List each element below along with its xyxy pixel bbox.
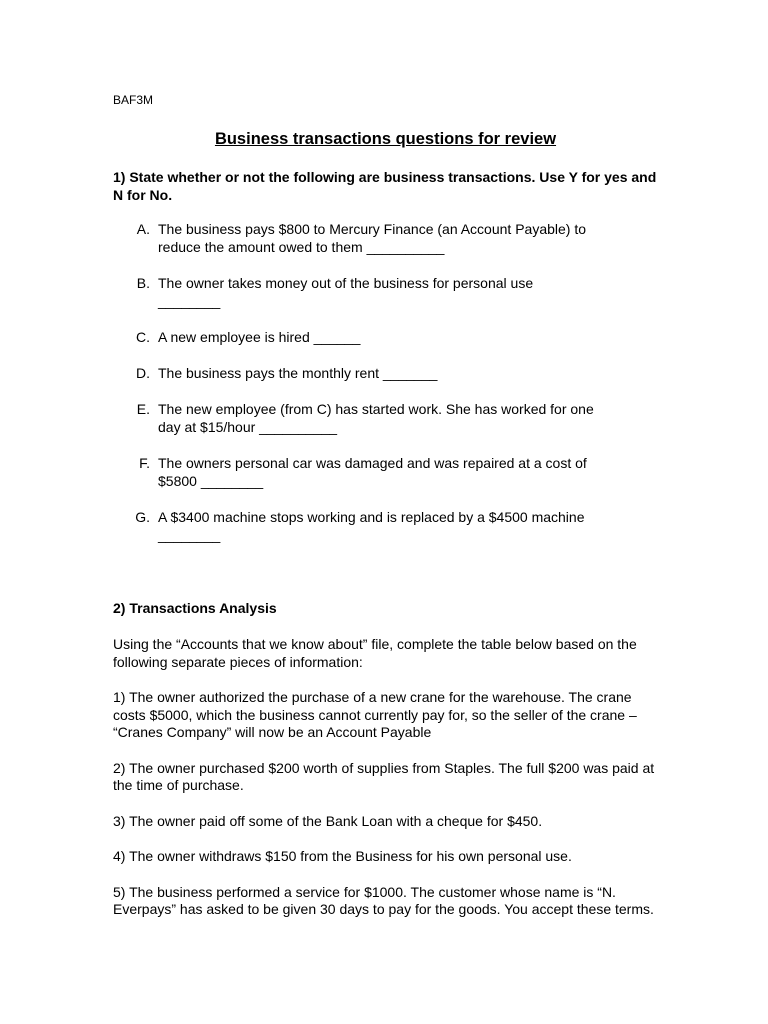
- document-page: [113, 92, 658, 919]
- item-letter: F.: [139, 455, 150, 471]
- item-text: A new employee is hired ______: [158, 329, 361, 345]
- list-item: [113, 220, 658, 256]
- item-letter: C.: [136, 329, 150, 345]
- item-text: The owners personal car was damaged and was repaired at a cost of $5800 ________: [158, 455, 587, 489]
- document-title: Business transactions questions for review: [214, 130, 557, 148]
- item-text: The business pays the monthly rent _______: [158, 365, 438, 381]
- item-text: The owner takes money out of the business for personal use ________: [158, 275, 534, 309]
- list-item: [113, 274, 658, 310]
- scenario-paragraph: 3) The owner paid off some of the Bank Loan with a cheque for $450.: [113, 812, 543, 829]
- item-text: The business pays $800 to Mercury Finance (an Account Payable) to reduce the amount owed to them __________: [158, 221, 587, 255]
- list-item: [113, 508, 658, 544]
- scenario-paragraph: 4) The owner withdraws $150 from the Business for his own personal use.: [113, 848, 572, 864]
- list-item: [113, 364, 658, 382]
- question-2-intro: Using the “Accounts that we know about” file, complete the table below based on the following separate pieces of information:: [113, 636, 637, 670]
- question-2-heading: 2) Transactions Analysis: [113, 600, 277, 616]
- item-letter: B.: [136, 275, 150, 291]
- item-letter: D.: [136, 365, 150, 381]
- scenario-paragraph: 2) The owner purchased $200 worth of supplies from Staples. The full $200 was paid at the time of purchase.: [113, 759, 655, 793]
- course-code: BAF3M: [113, 93, 154, 107]
- question-1-heading: 1) State whether or not the following are business transactions. Use Y for yes and N for No.: [113, 169, 657, 203]
- item-letter: E.: [136, 401, 150, 417]
- list-item: [113, 454, 658, 490]
- item-letter: A.: [136, 221, 150, 237]
- item-text: The new employee (from C) has started work. She has worked for one day at $15/hour __________: [158, 401, 594, 435]
- question-1-section: [113, 168, 658, 544]
- list-item: [113, 400, 658, 436]
- scenario-paragraph: 5) The business performed a service for $1000. The customer whose name is “N. Everpays” has asked to be given 30 days to pay for the goods. You accept these terms.: [113, 883, 654, 917]
- question-2-section: [113, 599, 658, 919]
- list-item: [113, 328, 658, 346]
- scenario-paragraph: 1) The owner authorized the purchase of a new crane for the warehouse. The crane costs $5000, which the business cannot currently pay for, so the seller of the crane – “Cranes Company” will now be an Account Payable: [113, 689, 637, 740]
- item-letter: G.: [135, 509, 150, 525]
- question-1-list: [113, 220, 658, 544]
- item-text: A $3400 machine stops working and is replaced by a $4500 machine ________: [158, 509, 585, 543]
